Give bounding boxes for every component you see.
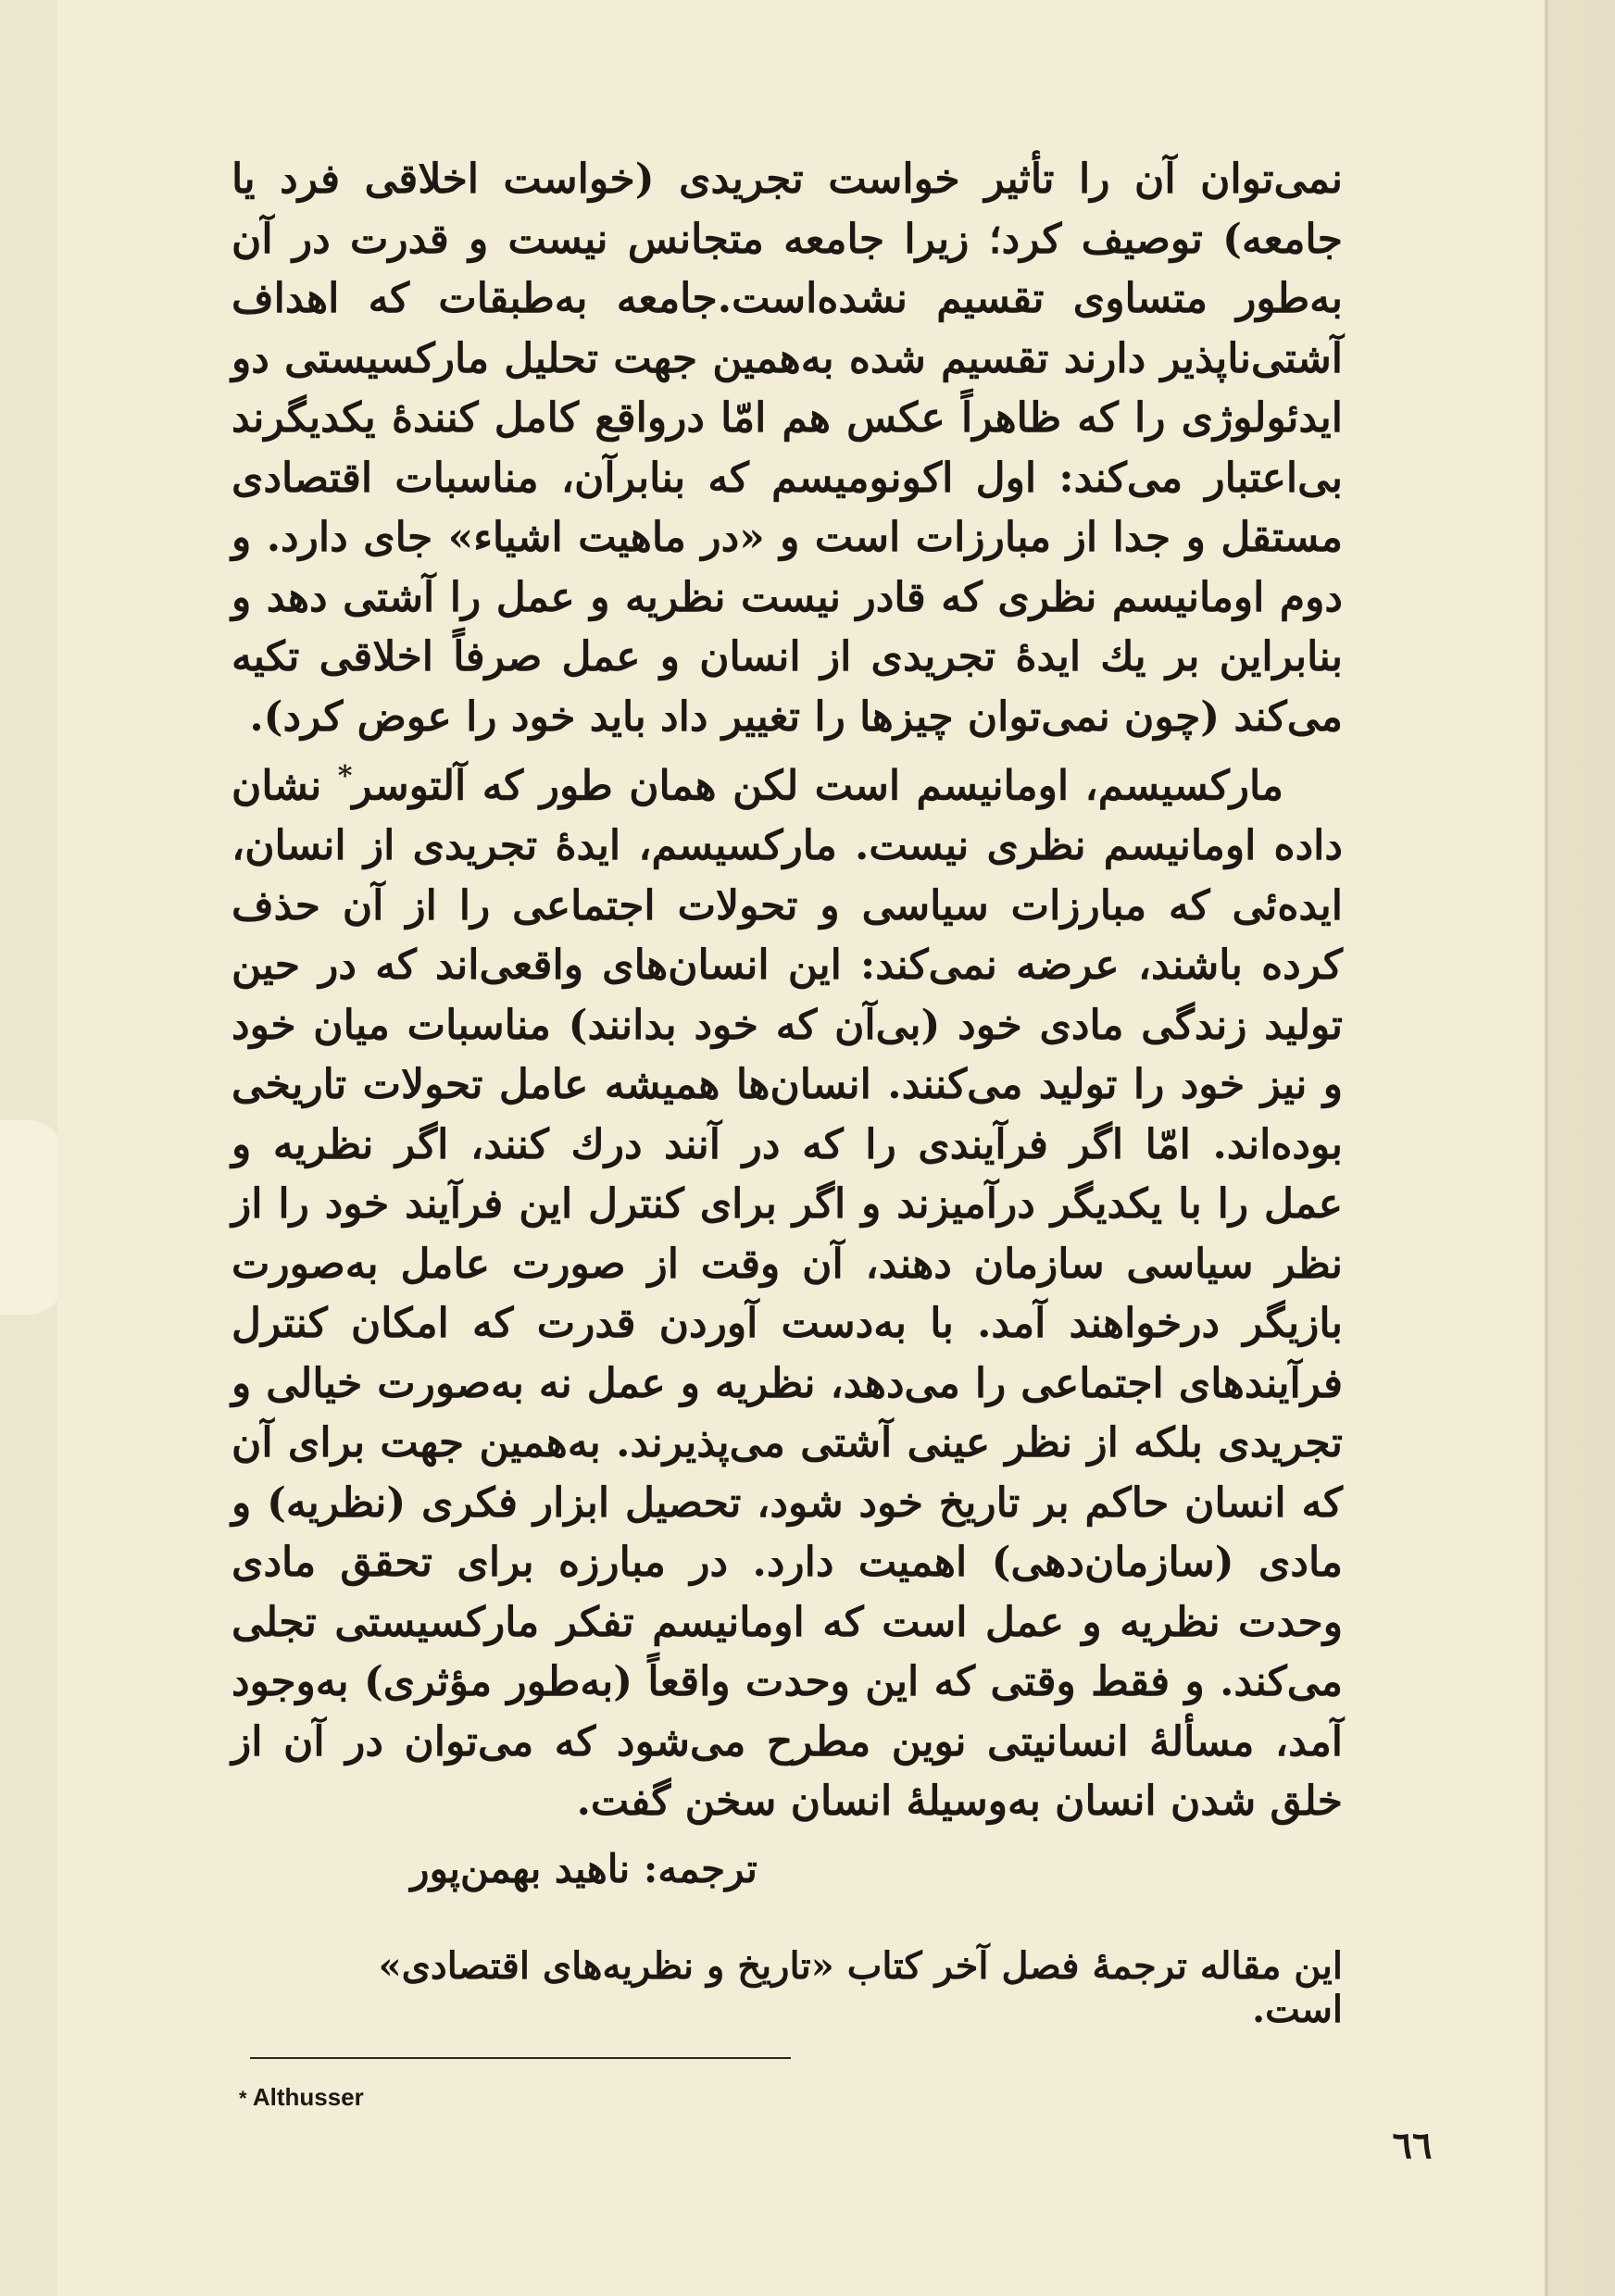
footnote: [239, 2083, 609, 2112]
paragraph-2: [232, 747, 1343, 1832]
paragraph-2-text-a: مارکسیسم، اومانیسم است لکن همان طور که آلتوسر: [352, 762, 1283, 810]
footnote-divider: [250, 2057, 791, 2059]
footnote-reference-marker: *: [337, 760, 353, 792]
torn-paper-edge: [0, 1120, 65, 1315]
footnote-text: Althusser: [252, 2083, 364, 2111]
source-note: این مقاله ترجمهٔ فصل آخر کتاب «تاریخ و نظریه‌های اقتصادی» است.: [378, 1944, 1343, 2031]
article-body: [232, 150, 1343, 1832]
translator-credit: ترجمه: ناهید بهمن‌پور: [410, 1846, 757, 1891]
page-number: ٦٦: [1392, 2124, 1433, 2167]
footnote-marker: *: [239, 2087, 247, 2110]
paragraph-2-text-b: نشان داده اومانیسم نظری نیست. مارکسیسم، ایدهٔ تجریدی از انسان، ایده‌ئی که مبارزات سیاسی و تحولات اجتماعی را از آن حذف کرده باشند، عرضه نمی‌کند: این انسان‌های واقعی‌اند که در حین تولید زندگی مادی خود (بی‌آن که خود بدانند) مناسبات میان خود و نیز خود را تولید می‌کنند. انسان‌ها همیشه عامل تحولات تاریخی بوده‌اند. امّا اگر فرآیندی را که در آنند درك کنند، اگر نظریه و عمل را با یکدیگر درآمیزند و اگر برای کنترل این فرآیند خود را از نظر سیاسی سازمان دهند، آن وقت از صورت عامل به‌صورت بازیگر درخواهند آمد. با به‌دست آوردن قدرت که امکان کنترل فرآیندهای اجتماعی را می‌دهد، نظریه و عمل نه به‌صورت خیالی و تجریدی بلکه از نظر عینی آشتی می‌پذیرند. به‌همین جهت برای آن که انسان حاکم بر تاریخ خود شود، تحصیل ابزار فکری (نظریه) و مادی (سازمان‌دهی) اهمیت دارد. در مبارزه برای تحقق مادی وحدت نظریه و عمل است که اومانیسم تفکر مارکسیستی تجلی می‌کند. و فقط وقتی که این وحدت واقعاً (به‌طور مؤثری) به‌وجود آمد، مسألهٔ انسانیتی نوین مطرح می‌شود که می‌توان در آن از خلق شدن انسان به‌وسیلهٔ انسان سخن گفت.: [232, 762, 1343, 1826]
paragraph-1: نمی‌توان آن را تأثیر خواست تجریدی (خواست اخلاقی فرد یا جامعه) توصیف کرد؛ زیرا جامعه متجانس نیست و قدرت در آن به‌طور متساوی تقسیم نشده‌است.جامعه به‌طبقات که اهداف آشتی‌ناپذیر دارند تقسیم شده به‌همین جهت تحلیل مارکسیستی دو ایدئولوژی را که ظاهراً عکس هم امّا درواقع کامل کنندهٔ یکدیگرند بی‌اعتبار می‌کند: اول اکونومیسم که بنابرآن، مناسبات اقتصادی مستقل و جدا از مبارزات است و «در ماهیت اشیاء» جای دارد. و دوم اومانیسم نظری که قادر نیست نظریه و عمل را آشتی دهد و بنابراین بر یك ایدهٔ تجریدی از انسان و عمل صرفاً اخلاقی تکیه می‌کند (چون نمی‌توان چیزها را تغییر داد باید خود را عوض کرد).: [232, 156, 1343, 741]
